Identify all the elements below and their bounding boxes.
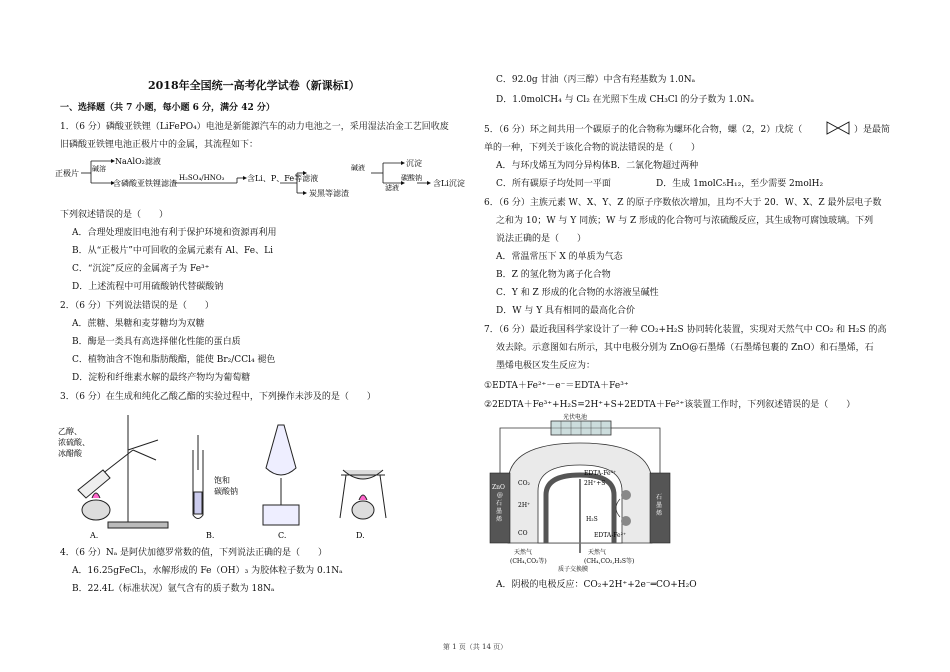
q1-stem-line2: 旧磷酸亚铁锂电池正极片中的金属，其流程如下： xyxy=(60,140,259,150)
q3-apparatus xyxy=(58,410,458,542)
q3-stem: 3．（6 分）在生成和纯化乙酸乙酯的实验过程中，下列操作未涉及的是（ ） xyxy=(60,392,376,402)
gas-right-1: 天然气 xyxy=(588,549,607,556)
q5-option-ab: A．与环戊烯互为同分异构体B．二氯化物超过两种 xyxy=(496,161,699,171)
q6-option-a: A．常温常压下 X 的单质为气态 xyxy=(496,252,623,262)
flow-alkali: 碱溶 xyxy=(92,165,106,173)
label-2h: 2H⁺ xyxy=(518,502,531,509)
flow-product: 含Li沉淀 xyxy=(433,179,465,188)
q6-option-d: D．W 与 Y 具有相同的最高化合价 xyxy=(496,306,635,316)
flow-start: 正极片 xyxy=(55,169,79,178)
right-electrode-1: 石 xyxy=(656,494,663,501)
reagent-line2: 浓硫酸、 xyxy=(58,438,90,447)
left-electrode-4: 墨 xyxy=(496,508,503,515)
flow-na2co3: 碳酸钠 xyxy=(401,174,422,182)
gas-left-2: (CH₄,CO₂等) xyxy=(510,558,547,565)
spiropentane-icon xyxy=(826,121,850,135)
page-footer: 第 1 页（共 14 页） xyxy=(442,643,508,651)
flow-precip: 沉淀 xyxy=(406,159,422,168)
apparatus-label-a: A. xyxy=(90,531,99,540)
q7-stem-line2: 效去除。示意图如右所示，其中电极分别为 ZnO@石墨烯（石墨烯包裹的 ZnO）和石墨烯，石 xyxy=(496,343,874,353)
left-electrode-3: 石 xyxy=(496,500,503,507)
q1-option-b: B．从“正极片”中可回收的金属元素有 Al、Fe、Li xyxy=(72,246,273,256)
section-heading: 一、选择题（共 7 小题，每小题 6 分，满分 42 分） xyxy=(60,103,275,113)
q5-stem-line1: 5．（6 分）环之间共用一个碳原子的化合物称为螺环化合物，螺（2，2）戊烷（ xyxy=(484,125,803,135)
q1-flowchart xyxy=(55,153,465,198)
q6-option-b: B．Z 的氢化物为离子化合物 xyxy=(496,270,611,280)
membrane-label: 质子交换膜 xyxy=(558,566,589,573)
q2-option-b: B．酶是一类具有高选择催化性能的蛋白质 xyxy=(72,337,241,347)
reagent-line3: 冰醋酸 xyxy=(58,449,82,458)
left-electrode-5: 烯 xyxy=(496,516,503,523)
q6-stem-line3: 说法正确的是（ ） xyxy=(496,234,587,244)
q6-option-c: C．Y 和 Z 形成的化合物的水溶液呈碱性 xyxy=(496,288,659,298)
q4-option-c: C．92.0g 甘油（丙三醇）中含有羟基数为 1.0Nₐ xyxy=(496,75,696,85)
label-hs: 2H⁺+S xyxy=(584,480,606,487)
gas-right-2: (CH₄,CO₂,H₂S等) xyxy=(584,558,635,565)
solar-label: 光伏电池 xyxy=(563,414,588,421)
q7-option-a: A．阴极的电极反应：CO₂+2H⁺+2e⁻═CO+H₂O xyxy=(496,580,697,590)
flow-residue: 含磷酸亚铁锂滤渣 xyxy=(113,179,177,188)
label-h2s: H₂S xyxy=(586,516,598,523)
flow-filtrate2: 滤液 xyxy=(385,184,399,192)
q7-device-diagram xyxy=(488,413,678,573)
flow-acid: H₂SO₄/HNO₃ xyxy=(179,174,225,182)
q1-option-c: C．“沉淀”反应的金属离子为 Fe³⁺ xyxy=(72,264,210,274)
q5-option-d: D．生成 1molC₅H₁₂，至少需要 2molH₂ xyxy=(656,179,824,189)
q7-equation-2: ②2EDTA＋Fe³⁺+H₂S=2H⁺+S+2EDTA＋Fe²⁺该装置工作时，下列叙述错误的是（ ） xyxy=(484,400,856,410)
q2-option-d: D．淀粉和纤维素水解的最终产物均为葡萄糖 xyxy=(72,373,251,383)
q1-option-d: D．上述流程中可用硫酸钠代替碳酸钠 xyxy=(72,282,224,292)
flow-carbon: 炭黑等滤渣 xyxy=(309,189,349,198)
q5-stem-line2: 单的一种，下列关于该化合物的说法错误的是（ ） xyxy=(484,143,701,153)
q5-option-c: C．所有碳原子均处同一平面 xyxy=(496,179,611,189)
label-fe3: EDTA-Fe³⁺ xyxy=(584,470,617,477)
apparatus-label-c: C. xyxy=(278,531,287,540)
q7-equation-1: ①EDTA＋Fe²⁺－e⁻＝EDTA＋Fe³⁺ xyxy=(484,381,629,391)
right-electrode-2: 墨 xyxy=(656,502,663,509)
flow-naalo2: NaAlO₂滤液 xyxy=(115,157,161,166)
q4-option-b: B．22.4L（标准状况）氩气含有的质子数为 18Nₐ xyxy=(72,584,275,594)
reagent-line1: 乙醇、 xyxy=(58,427,82,436)
q4-stem: 4．（6 分）Nₐ 是阿伏加德罗常数的值，下列说法正确的是（ ） xyxy=(60,548,328,558)
q6-stem-line1: 6．（6 分）主族元素 W、X、Y、Z 的原子序数依次增加，且均不大于 20．W、X、Z 最外层电子数 xyxy=(484,198,882,208)
flow-filtrate: 含Li、P、Fe等滤液 xyxy=(247,174,319,183)
q4-option-a: A．16.25gFeCl₃，水解形成的 Fe（OH）₃ 为胶体粒子数为 0.1Nₐ xyxy=(72,566,343,576)
apparatus-label-d: D. xyxy=(356,531,365,540)
left-electrode-1: ZnO xyxy=(492,484,505,491)
q2-option-a: A．蔗糖、果糖和麦芽糖均为双糖 xyxy=(72,319,205,329)
apparatus-label-b: B. xyxy=(206,531,215,540)
gas-left-1: 天然气 xyxy=(514,549,533,556)
label-co2: CO₂ xyxy=(518,480,530,487)
q1-option-a: A．合理处理废旧电池有利于保护环境和资源再利用 xyxy=(72,228,277,238)
left-electrode-2: @ xyxy=(497,492,503,499)
label-co: CO xyxy=(518,530,528,537)
sat-line1: 饱和 xyxy=(214,476,230,485)
sat-line2: 碳酸钠 xyxy=(214,487,238,496)
label-fe2: EDTA-Fe²⁺ xyxy=(594,532,627,539)
q5-stem-line1b: ）是最简 xyxy=(854,125,891,135)
q7-stem-line1: 7．（6 分）最近我国科学家设计了一种 CO₂+H₂S 协同转化装置，实现对天然气中 CO₂ 和 H₂S 的高 xyxy=(484,325,887,335)
q1-ask: 下列叙述错误的是（ ） xyxy=(60,210,169,220)
paper-title: 2018年全国统一高考化学试卷（新课标Ⅰ） xyxy=(148,79,360,92)
q1-stem-line1: 1．（6 分）磷酸亚铁锂（LiFePO₄）电池是新能源汽车的动力电池之一，采用湿法冶金工艺回收废 xyxy=(60,122,449,132)
q2-stem: 2．（6 分）下列说法错误的是（ ） xyxy=(60,301,214,311)
flow-alkali2: 碱液 xyxy=(351,164,365,172)
q2-option-c: C．植物油含不饱和脂肪酸酯，能使 Br₂/CCl₄ 褪色 xyxy=(72,355,276,365)
right-electrode-3: 烯 xyxy=(656,510,663,517)
q4-option-d: D．1.0molCH₄ 与 Cl₂ 在光照下生成 CH₃Cl 的分子数为 1.0Nₐ xyxy=(496,95,755,105)
q7-stem-line3: 墨烯电极区发生反应为： xyxy=(496,361,596,371)
q6-stem-line2: 之和为 10；W 与 Y 同族；W 与 Z 形成的化合物可与浓硫酸反应，其生成物可腐蚀玻璃。下列 xyxy=(496,216,874,226)
